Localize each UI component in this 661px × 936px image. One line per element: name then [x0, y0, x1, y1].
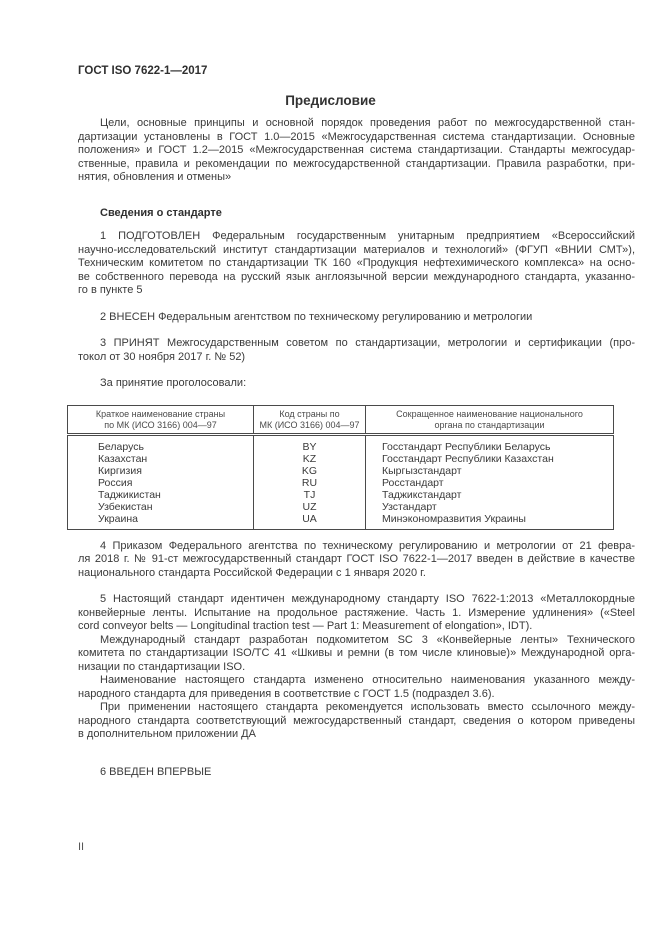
cell-country: Узбекистан	[98, 500, 153, 513]
voting-intro-line: За принятие проголосовали:	[100, 377, 247, 389]
text-line: 4 Приказом Федерального агентства по техническому регулированию и метрологии от 21 февра-	[100, 539, 635, 552]
cell-org: Таджикстандарт	[366, 489, 614, 501]
cell-org: Кыргызстандарт	[366, 465, 614, 477]
col-header-code-line1: Код страны по	[279, 408, 340, 419]
page-number: II	[78, 841, 85, 853]
cell-code: BY	[254, 434, 366, 453]
text-line: Наименование настоящего стандарта изменено относительно наименования указанного между-	[100, 674, 635, 686]
text-line: Техническим комитетом по стандартизации ТК 160 «Продукция нефтехимического комплекса» на осно-	[78, 257, 635, 269]
voting-table	[67, 405, 614, 530]
cell-country: Киргизия	[98, 464, 142, 477]
preface-intro-paragraph	[78, 117, 635, 185]
cell-org: Госстандарт Республики Беларусь	[366, 434, 614, 453]
text-line: научно-исследовательский институт стандартизации материалов и технологий» (ФГУП «ВНИИ СМТ»),	[78, 243, 635, 256]
table-row	[68, 453, 614, 465]
cell-country: Беларусь	[98, 440, 144, 453]
item-6-first-time-line: 6 ВВЕДЕН ВПЕРВЫЕ	[100, 765, 212, 778]
col-header-org	[366, 405, 614, 434]
text-line: cord conveyor belts — Longitudinal traction test — Part 1: Measurement of elongation», IDT).	[78, 620, 533, 632]
table-header-row	[68, 405, 614, 434]
text-line: низации по стандартизации ISO.	[78, 660, 246, 673]
col-header-country-line1: Краткое наименование страны	[95, 408, 226, 419]
table-row	[68, 501, 614, 513]
text-line: 1 ПОДГОТОВЛЕН Федеральным государственным унитарным предприятием «Всероссийский	[100, 230, 635, 242]
table-row	[68, 489, 614, 501]
text-line: нятия, обновления и отмены»	[78, 171, 232, 183]
text-line: народного стандарта соответствующий межгосударственный стандарт, сведения о котором приведены	[78, 714, 635, 727]
text-line: дартизации установлены в ГОСТ 1.0—2015 «Межгосударственная система стандартизации. Основные	[78, 130, 635, 143]
cell-code: UZ	[254, 501, 366, 513]
item-5-renaming-paragraph	[78, 674, 635, 701]
text-line: 3 ПРИНЯТ Межгосударственным советом по стандартизации, метрологии и сертификации (про-	[100, 337, 635, 349]
text-line: Цели, основные принципы и основной порядок проведения работ по межгосударственной стан-	[100, 117, 635, 129]
col-header-code	[254, 405, 366, 434]
cell-country: Россия	[98, 476, 133, 489]
text-line: положения» и ГОСТ 1.2—2015 «Межгосударственная система стандартизации. Стандарты межгосудар-	[78, 144, 635, 156]
text-line: При применении настоящего стандарта рекомендуется использовать вместо ссылочного между-	[100, 701, 635, 713]
section-heading: Сведения о стандарте	[100, 206, 222, 219]
page-title: Предисловие	[285, 93, 376, 108]
text-line: ве собственного перевода на русский язык англоязычной версии международного стандарта, указанно-	[78, 270, 635, 283]
cell-code: TJ	[254, 489, 366, 501]
cell-country: Таджикистан	[98, 488, 161, 501]
text-line: 5 Настоящий стандарт идентичен международному стандарту ISO 7622-1:2013 «Металлокордные	[100, 593, 635, 605]
item-3-adopted-paragraph	[78, 337, 635, 364]
item-5-replacement-paragraph	[78, 701, 635, 742]
text-line: конвейерные ленты. Испытание на продольное растяжение. Часть 1. Измерение удлинения» («Steel	[78, 606, 635, 619]
cell-country: Казахстан	[98, 452, 148, 465]
item-2-submitted-paragraph: 2 ВНЕСЕН Федеральным агентством по техническому регулированию и метрологии	[100, 310, 533, 323]
item-1-prepared-paragraph	[78, 230, 635, 298]
text-line: в дополнительном приложении ДА	[78, 728, 256, 740]
text-line: Международный стандарт разработан подкомитетом SC 3 «Конвейерные ленты» Технического	[100, 633, 635, 646]
cell-code: KG	[254, 465, 366, 477]
text-line: национального стандарта Российской Федерации с 1 января 2020 г.	[78, 566, 426, 579]
table-row	[68, 465, 614, 477]
table-row	[68, 513, 614, 530]
item-4-order-paragraph	[78, 540, 635, 581]
col-header-code-line2: МК (ИСО 3166) 004—97	[259, 419, 360, 430]
col-header-org-line2: органа по стандартизации	[434, 419, 545, 430]
table-row	[68, 477, 614, 489]
cell-code: RU	[254, 477, 366, 489]
cell-code: KZ	[254, 453, 366, 465]
text-line: народного стандарта для приведения в соответствие с ГОСТ 1.5 (подраздел 3.6).	[78, 687, 495, 700]
doc-code-header: ГОСТ ISO 7622-1—2017	[78, 65, 208, 77]
text-line: ля 2018 г. № 91-ст межгосударственный стандарт ГОСТ ISO 7622-1—2017 введен в действие в качестве	[78, 553, 635, 565]
text-line: го в пункте 5	[78, 284, 143, 296]
item-5-identical-paragraph	[78, 593, 635, 634]
col-header-country	[68, 405, 254, 434]
cell-org: Минэкономразвития Украины	[366, 513, 614, 530]
cell-org: Узстандарт	[366, 501, 614, 513]
text-line: комитета по стандартизации ISO/TC 41 «Шкивы и ремни (в том числе клиновые)» Международной орга-	[78, 647, 635, 659]
cell-code: UA	[254, 513, 366, 530]
cell-country: Украина	[98, 512, 138, 525]
cell-org: Росстандарт	[366, 477, 614, 489]
col-header-org-line1: Сокращенное наименование национального	[396, 408, 583, 419]
item-5-developer-paragraph	[78, 634, 635, 675]
text-line: токол от 30 ноября 2017 г. № 52)	[78, 350, 246, 363]
cell-org: Госстандарт Республики Казахстан	[366, 453, 614, 465]
col-header-country-line2: по МК (ИСО 3166) 004—97	[104, 419, 217, 430]
text-line: ственные, правила и рекомендации по межгосударственной стандартизации. Правила разработки, при-	[78, 157, 635, 170]
table-row	[68, 434, 614, 453]
